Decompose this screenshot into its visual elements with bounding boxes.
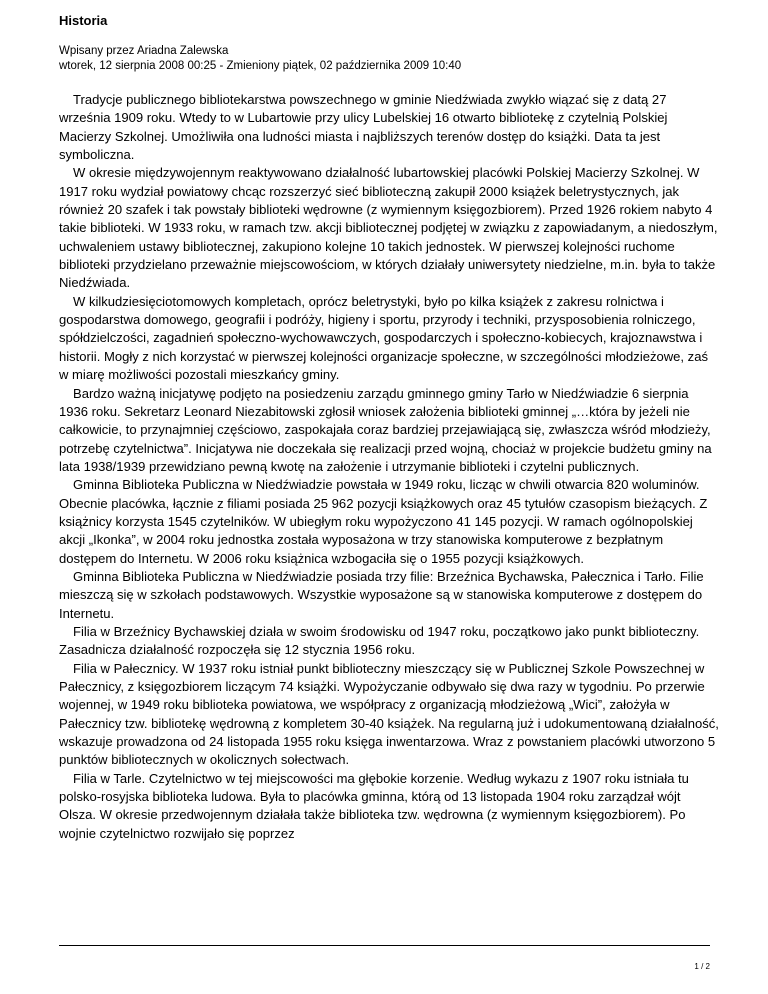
paragraph: W kilkudziesięciotomowych kompletach, oprócz beletrystyki, było po kilka książek z zakresu rolnictwa i gospodarstwa domowego, geografii i podróży, higieny i sportu, przyrody i techniki, przysposobienia rolniczego, spółdzielczości, zagadnień społeczno-wychowawczych, gospodarczych i społeczno-kobiecych, krajoznawstwa i historii. Mogły z nich korzystać w pierwszej kolejności organizacje społeczne, w szczególności młodzieżowe, zaś w miarę możliwości pozostali mieszkańcy gminy. — [59, 293, 708, 383]
date-line: wtorek, 12 sierpnia 2008 00:25 - Zmieniony piątek, 02 października 2009 10:40 — [59, 60, 462, 72]
paragraph: Gminna Biblioteka Publiczna w Niedźwiadzie posiada trzy filie: Brzeźnica Bychawska, Pałecznica i Tarło. Filie mieszczą się w szkołach podstawowych. Wszystkie wyposażone są w stanowiska komputerowe z dostępem do Internetu. — [59, 568, 704, 621]
paragraph: Filia w Brzeźnicy Bychawskiej działa w swoim środowisku od 1947 roku, początkowo jako punkt biblioteczny. Zasadnicza działalność rozpoczęła się 12 stycznia 1956 roku. — [59, 623, 700, 658]
paragraph: Gminna Biblioteka Publiczna w Niedźwiadzie powstała w 1949 roku, licząc w chwili otwarcia 820 woluminów. Obecnie placówka, łącznie z filiami posiada 25 962 pozycji książkowych oraz 45 tytułów czasopism bieżących. Z książnicy korzysta 1545 czytelników. W ubiegłym roku wypożyczono 41 145 pozycji. W ramach ogólnopolskiej akcji „Ikonka”, w 2004 roku jednostka została wyposażona w trzy stanowiska komputerowe z bezpłatnym dostępem do Internetu. W 2006 roku książnica wzbogaciła się o 1955 pozycji książkowych. — [59, 477, 708, 566]
footer-divider — [59, 945, 710, 946]
article-body — [59, 91, 719, 843]
article-meta — [59, 44, 461, 74]
paragraph: Filia w Pałecznicy. W 1937 roku istniał punkt biblioteczny mieszczący się w Publicznej Szkole Powszechnej w Pałecznicy, z księgozbiorem liczącym 74 książki. Wypożyczanie odbywało się dwa razy w tygodniu. Po przerwie wojennej, w 1949 roku biblioteka powiatowa, we współpracy z organizacją młodzieżową „Wici”, założyła w Pałecznicy tzw. bibliotekę wędrowną z kompletem 30-40 książek. Na regularną już i udokumentowaną działalność, wskazuje prowadzona od 24 listopada 1955 roku księga inwentarzowa. Wraz z powstaniem placówki utworzono 5 punktów bibliotecznych w okolicznych sołectwach. — [59, 660, 719, 768]
paragraph: W okresie międzywojennym reaktywowano działalność lubartowskiej placówki Polskiej Macierzy Szkolnej. W 1917 roku wydział powiatowy chcąc rozszerzyć sieć biblioteczną zakupił 2000 książek beletrystycznych, jak również 20 szafek i tak powstały biblioteki wędrowne (z wymiennym księgozbiorem). Przed 1926 rokiem nabyto 4 takie biblioteki. W 1933 roku, w ramach tzw. akcji bibliotecznej podjętej w związku z zapowiadanym, a niedoszłym, uchwaleniem ustawy bibliotecznej, zakupiono kolejne 10 takich jednostek. W pierwszej kolejności ruchome biblioteki przydzielano przeważnie miejscowościom, w których działały uniwersytety niedzielne, m.in. była to także Niedźwiada. — [59, 165, 718, 291]
paragraph: Filia w Tarle. Czytelnictwo w tej miejscowości ma głębokie korzenie. Według wykazu z 1907 roku istniała tu polsko-rosyjska biblioteka ludowa. Była to placówka gminna, którą od 13 listopada 1904 roku zarządzał wójt Olsza. W okresie przedwojennym działała także biblioteka tzw. wędrowna (z wymiennym księgozbiorem). Po wojnie czytelnictwo rozwijało się poprzez — [59, 770, 689, 841]
paragraph: Tradycje publicznego bibliotekarstwa powszechnego w gminie Niedźwiada zwykło wiązać się z datą 27 września 1909 roku. Wtedy to w Lubartowie przy ulicy Lubelskiej 16 otwarto bibliotekę z czytelnią Polskiej Macierzy Szkolnej. Umożliwiła ona ludności miasta i najbliższych terenów dostęp do książki. Data ta jest symboliczna. — [59, 92, 668, 163]
author-line: Wpisany przez Ariadna Zalewska — [59, 45, 229, 57]
page-number: 1 / 2 — [694, 962, 710, 971]
paragraph: Bardzo ważną inicjatywę podjęto na posiedzeniu zarządu gminnego gminy Tarło w Niedźwiadzie 6 sierpnia 1936 roku. Sekretarz Leonard Niezabitowski zgłosił wniosek założenia biblioteki gminnej „…która by jeżeli nie całkowicie, to przynajmniej częściowo, zaspokajała coraz bardziej przejawiającą się, zwłaszcza wśród młodzieży, potrzebę czytelnictwa”. Inicjatywa nie doczekała się realizacji przed wojną, chociaż w projekcie budżetu gminy na lata 1938/1939 przewidziano pewną kwotę na założenie i utrzymanie biblioteki i czytelni publicznych. — [59, 385, 712, 474]
page-title: Historia — [59, 13, 108, 28]
